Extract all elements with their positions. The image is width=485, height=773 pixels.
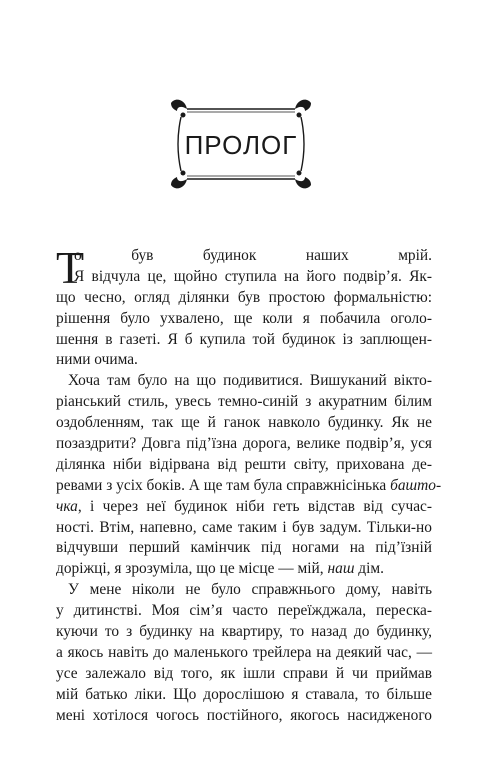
paragraph-line: відчувши перший камінчик під ногами на під’їзній <box>56 539 432 557</box>
paragraph-line: Я відчула це, щойно ступила на його подвір’я. Як- <box>74 267 432 285</box>
paragraph-line: мій батько ліки. Що дорослішою я ставала, то більше <box>56 685 432 703</box>
paragraph-line: усе залежало від того, як ішли справи й чи приймав <box>56 664 432 682</box>
paragraph-line-text: ревами з усіх боків. А ще там була справжнісінька <box>56 476 387 494</box>
paragraph-line-text: о був будинок наших мрій. <box>74 247 432 264</box>
italic-word: чка <box>56 497 78 515</box>
paragraph-line: ріанський стиль, увесь темно-синій з акуратним білим <box>56 393 432 411</box>
paragraph-line: У мене ніколи не було справжнього дому, навіть <box>68 581 432 599</box>
chapter-title: ПРОЛОГ <box>184 130 298 160</box>
paragraph-line: оздобленням, так ще й ганок навколо будинку. Як не <box>56 414 432 432</box>
paragraph-line: мені хотілося чогось постійного, якогось насидженого <box>56 706 432 724</box>
paragraph-line <box>56 476 442 497</box>
paragraph-line: шення в газеті. Я б купила той будинок із заплющен- <box>56 330 432 348</box>
italic-word: башто- <box>390 476 442 494</box>
paragraph-line: ними очима. <box>56 351 138 369</box>
drop-cap: Т <box>56 242 85 293</box>
italic-word: наш <box>327 560 355 578</box>
paragraph-line: позаздрити? Довга під’їзна дорога, велике подвір’я, уся <box>56 435 432 453</box>
paragraph-line: ності. Втім, напевно, саме таким і був задум. Тільки-но <box>56 518 432 536</box>
paragraph-line: у дитинстві. Моя сім’я часто переїжджала, переска- <box>56 602 432 620</box>
paragraph-line: рішення було ухвалено, ще коли я побачила оголо- <box>56 309 432 327</box>
paragraph-line: Хоча там було на що подивитися. Вишуканий вікто- <box>68 372 432 390</box>
paragraph-line <box>56 559 432 580</box>
paragraph-line-text: доріжці, я зрозуміла, що це місце — мій, <box>56 560 324 578</box>
paragraph-line <box>56 497 432 518</box>
paragraph-line: що чесно, огляд ділянки був простою формальністю: <box>56 288 432 306</box>
paragraph-line: куючи то з будинку на квартиру, то назад до будинку, <box>56 623 432 641</box>
paragraph-line-text: , і через неї будинок ніби геть відстав від сучас- <box>77 497 432 515</box>
body-text <box>56 242 442 726</box>
paragraph-line: а якось навіть до маленького трейлера на деякий час, — <box>56 643 432 661</box>
paragraph-line: ділянка ніби відірвана від решти світу, прихована де- <box>56 455 432 473</box>
paragraph-line-text: дім. <box>358 560 384 578</box>
